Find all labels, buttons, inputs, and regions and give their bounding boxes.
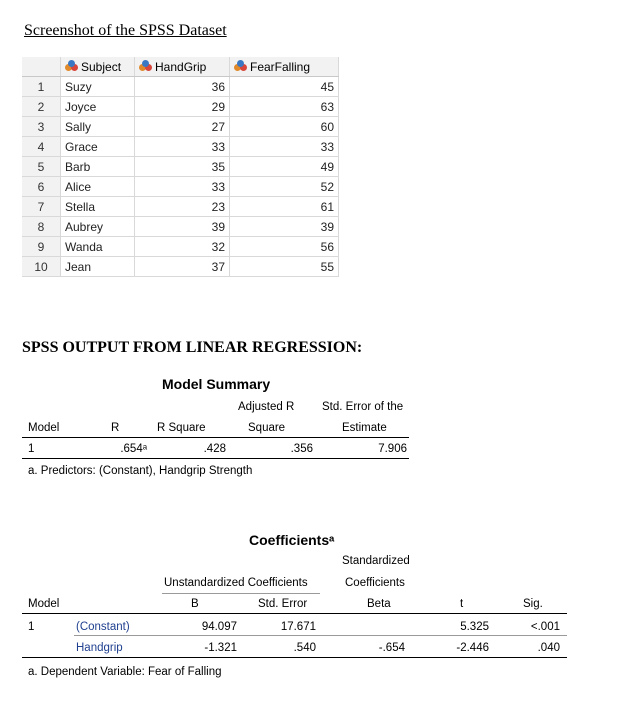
cell-fearfalling[interactable]: 49: [230, 157, 339, 177]
std-error-value: 7.906: [378, 443, 407, 455]
r-square-value: .428: [203, 443, 226, 455]
header-rule: [22, 613, 567, 614]
cell-subject[interactable]: Barb: [61, 157, 135, 177]
cell-fearfalling[interactable]: 63: [230, 97, 339, 117]
cell-fearfalling[interactable]: 45: [230, 77, 339, 97]
standardized-header-line2: Coefficients: [345, 577, 405, 589]
cell-fearfalling[interactable]: 56: [230, 237, 339, 257]
model-header: Model: [28, 422, 60, 434]
model-summary-caption: Model Summary: [162, 376, 271, 392]
adjusted-r-header-line1: Adjusted R: [238, 401, 295, 413]
cell-subject[interactable]: Aubrey: [61, 217, 135, 237]
cell-fearfalling[interactable]: 60: [230, 117, 339, 137]
sig-handgrip: .040: [537, 642, 560, 654]
section-title: SPSS OUTPUT FROM LINEAR REGRESSION:: [22, 339, 363, 356]
cell-subject[interactable]: Grace: [61, 137, 135, 157]
cell-subject[interactable]: Sally: [61, 117, 135, 137]
row-number[interactable]: 1: [22, 77, 61, 97]
coefficients-caption: Coefficientsᵃ: [249, 532, 335, 548]
beta-handgrip: -.654: [378, 642, 405, 654]
row-number[interactable]: 7: [22, 197, 61, 217]
coefficients-footnote: a. Dependent Variable: Fear of Falling: [28, 666, 222, 678]
model-header: Model: [28, 598, 60, 610]
cell-handgrip[interactable]: 32: [135, 237, 230, 257]
t-handgrip: -2.446: [456, 642, 489, 654]
std-error-header: Std. Error: [258, 598, 308, 610]
sig-header: Sig.: [523, 598, 543, 610]
adjusted-r-square-value: .356: [290, 443, 313, 455]
unstandardized-header: Unstandardized Coefficients: [164, 577, 308, 589]
cell-handgrip[interactable]: 23: [135, 197, 230, 217]
cell-subject[interactable]: Stella: [61, 197, 135, 217]
cell-fearfalling[interactable]: 39: [230, 217, 339, 237]
cell-handgrip[interactable]: 37: [135, 257, 230, 277]
model-value: 1: [28, 443, 35, 455]
cell-subject[interactable]: Wanda: [61, 237, 135, 257]
row-number[interactable]: 3: [22, 117, 61, 137]
cell-handgrip[interactable]: 33: [135, 137, 230, 157]
b-constant: 94.097: [201, 621, 237, 633]
b-handgrip: -1.321: [204, 642, 237, 654]
r-square-header: R Square: [157, 422, 206, 434]
beta-header: Beta: [367, 598, 391, 610]
r-value: .654ᵃ: [120, 443, 147, 455]
cell-fearfalling[interactable]: 61: [230, 197, 339, 217]
unstandardized-rule: [162, 593, 320, 594]
t-header: t: [460, 598, 464, 610]
row-number[interactable]: 6: [22, 177, 61, 197]
cell-fearfalling[interactable]: 33: [230, 137, 339, 157]
row-number[interactable]: 9: [22, 237, 61, 257]
cell-fearfalling[interactable]: 55: [230, 257, 339, 277]
std-error-header-line2: Estimate: [342, 422, 387, 434]
row-number[interactable]: 10: [22, 257, 61, 277]
cell-subject[interactable]: Joyce: [61, 97, 135, 117]
t-constant: 5.325: [460, 621, 489, 633]
adjusted-r-header-line2: Square: [248, 422, 286, 434]
b-header: B: [191, 598, 199, 610]
cell-handgrip[interactable]: 35: [135, 157, 230, 177]
row-number[interactable]: 8: [22, 217, 61, 237]
cell-handgrip[interactable]: 27: [135, 117, 230, 137]
cell-handgrip[interactable]: 29: [135, 97, 230, 117]
cell-handgrip[interactable]: 39: [135, 217, 230, 237]
page-title: Screenshot of the SPSS Dataset: [24, 22, 227, 39]
cell-subject[interactable]: Suzy: [61, 77, 135, 97]
row-number[interactable]: 5: [22, 157, 61, 177]
se-handgrip: .540: [293, 642, 316, 654]
column-header-subject[interactable]: Subject: [61, 57, 135, 77]
row-number[interactable]: 2: [22, 97, 61, 117]
term-constant: (Constant): [76, 621, 130, 633]
column-header-fearfalling[interactable]: FearFalling: [230, 57, 339, 77]
column-header-handgrip[interactable]: HandGrip: [135, 57, 230, 77]
cell-handgrip[interactable]: 33: [135, 177, 230, 197]
model-summary-footnote: a. Predictors: (Constant), Handgrip Strength: [28, 465, 253, 477]
sig-constant: <.001: [530, 621, 560, 633]
term-handgrip: Handgrip: [76, 642, 123, 654]
cell-fearfalling[interactable]: 52: [230, 177, 339, 197]
se-constant: 17.671: [280, 621, 316, 633]
bottom-rule: [22, 657, 567, 658]
r-header: R: [111, 422, 120, 434]
cell-subject[interactable]: Alice: [61, 177, 135, 197]
std-error-header-line1: Std. Error of the: [322, 401, 404, 413]
row-rule: [74, 635, 567, 636]
row-number[interactable]: 4: [22, 137, 61, 157]
cell-subject[interactable]: Jean: [61, 257, 135, 277]
model-number: 1: [28, 621, 35, 633]
cell-handgrip[interactable]: 36: [135, 77, 230, 97]
standardized-header-line1: Standardized: [342, 555, 410, 567]
